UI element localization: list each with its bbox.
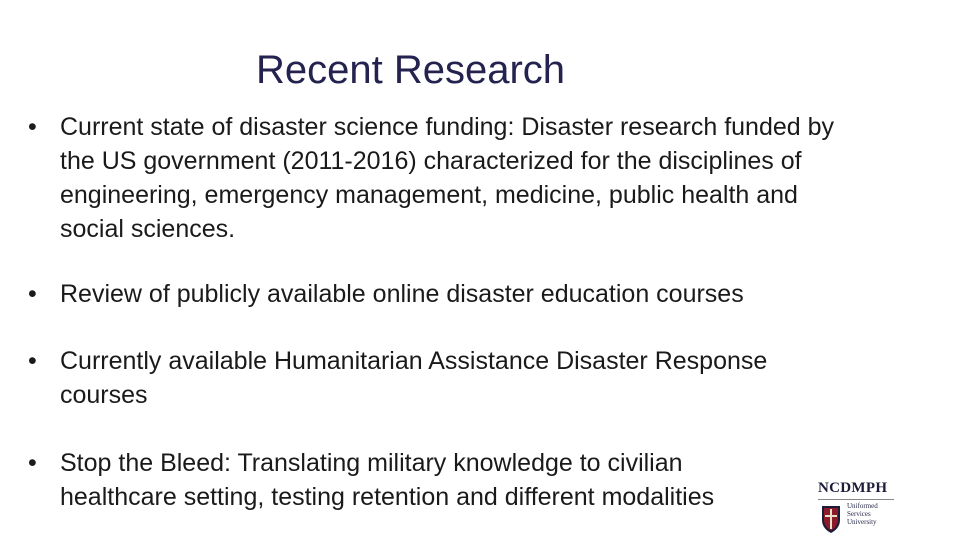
bullet-text: Current state of disaster science funding: Disaster research funded by the US government (2011-2016) characterized for the disciplines of engineering, emergency management, medicine, public health and social sciences. [60, 113, 835, 243]
logo-wordmark: NCDMPH [818, 480, 888, 496]
bullet-text: Currently available Humanitarian Assistance Disaster Response courses [60, 347, 768, 409]
bullet-item [28, 344, 850, 412]
bullet-text: Review of publicly available online disaster education courses [60, 280, 744, 308]
bullet-marker: • [28, 113, 37, 141]
bullet-item [28, 277, 860, 311]
bullet-marker: • [28, 449, 37, 477]
bullet-marker: • [28, 347, 37, 375]
logo-divider [818, 499, 894, 500]
ncdmph-logo [814, 480, 898, 536]
slide-title: Recent Research [256, 48, 566, 92]
bullet-marker: • [28, 280, 37, 308]
bullet-item [28, 110, 860, 246]
shield-icon [820, 504, 842, 534]
bullet-item [28, 446, 800, 514]
university-line: Uniformed [847, 502, 878, 510]
university-line: University [847, 518, 877, 526]
bullet-text: Stop the Bleed: Translating military knowledge to civilian healthcare setting, testing retention and different modalities [60, 449, 715, 511]
university-name [847, 502, 878, 526]
university-line: Services [847, 510, 871, 518]
